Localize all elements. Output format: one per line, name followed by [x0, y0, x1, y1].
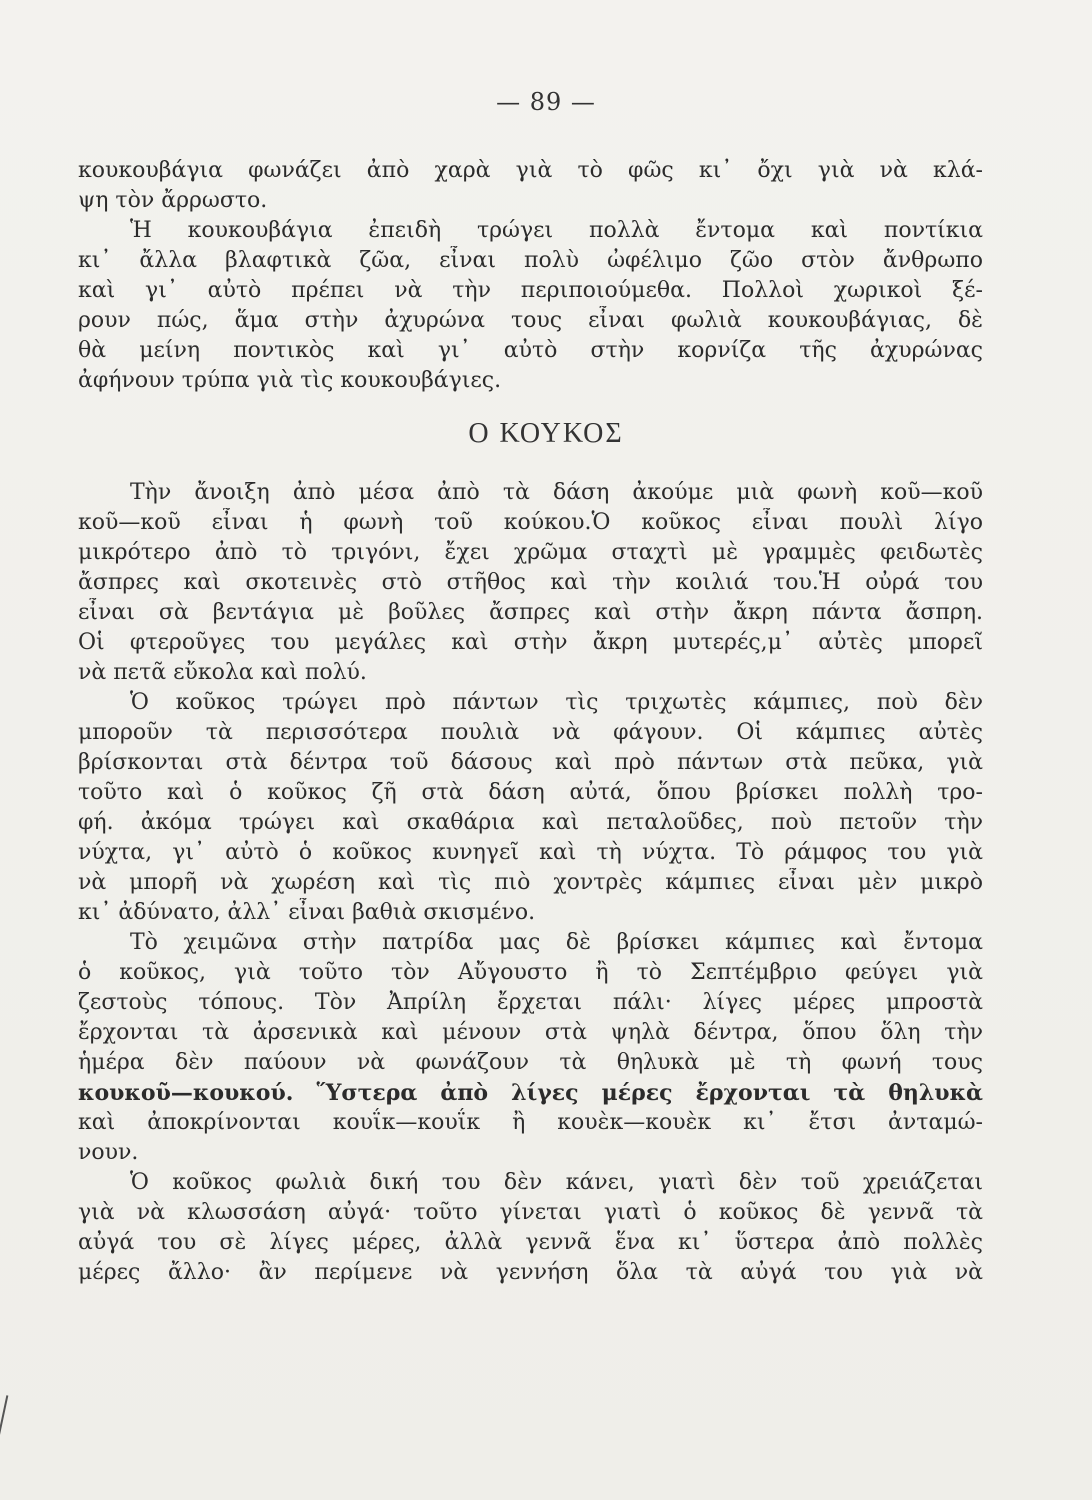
- text-line: Ἡ κουκουβάγια ἐπειδὴ τρώγει πολλὰ ἔντομα καὶ ποντίκια: [130, 218, 983, 243]
- text-line: Ὁ κοῦκος τρώγει πρὸ πάντων τὶς τριχωτὲς κάμπιες, ποὺ δὲν: [130, 690, 983, 715]
- text-line: ἄσπρες καὶ σκοτεινὲς στὸ στῆθος καὶ τὴν κοιλιά του.Ἡ οὐρά του: [78, 570, 983, 595]
- text-line: κουκοῦ—κουκού. Ὕστερα ἀπὸ λίγες μέρες ἔρχονται τὰ θηλυκὰ: [78, 1080, 983, 1106]
- text-line: μποροῦν τὰ περισσότερα πουλιὰ νὰ φάγουν. Οἱ κάμπιες αὐτὲς: [78, 720, 983, 745]
- text-line: φή. ἀκόμα τρώγει καὶ σκαθάρια καὶ πεταλοῦδες, ποὺ πετοῦν τὴν: [78, 810, 983, 835]
- text-line: νὰ πετᾶ εὔκολα καὶ πολύ.: [78, 660, 367, 685]
- text-line: ἡμέρα δὲν παύουν νὰ φωνάζουν τὰ θηλυκὰ μὲ τὴ φωνή τους: [78, 1050, 983, 1075]
- margin-mark: [0, 1395, 8, 1436]
- text-line: Τὴν ἄνοιξη ἀπὸ μέσα ἀπὸ τὰ δάση ἀκούμε μιὰ φωνὴ κοῦ—κοῦ: [130, 480, 983, 505]
- text-line: ἀφήνουν τρύπα γιὰ τὶς κουκουβάγιες.: [78, 368, 502, 393]
- section-heading: Ο ΚΟΥΚΟΣ: [468, 418, 624, 449]
- text-line: καὶ γι᾿ αὐτὸ πρέπει νὰ τὴν περιποιούμεθα. Πολλοὶ χωρικοὶ ξέ-: [78, 278, 983, 303]
- text-line: μικρότερο ἀπὸ τὸ τριγόνι, ἔχει χρῶμα σταχτὶ μὲ γραμμὲς φειδωτὲς: [78, 540, 983, 565]
- text-line: ρουν πώς, ἅμα στὴν ἀχυρώνα τους εἶναι φωλιὰ κουκουβάγιας, δὲ: [78, 308, 983, 333]
- text-line: ζεστοὺς τόπους. Τὸν Ἀπρίλη ἔρχεται πάλι· λίγες μέρες μπροστὰ: [78, 990, 983, 1015]
- text-line: νύχτα, γι᾿ αὐτὸ ὁ κοῦκος κυνηγεῖ καὶ τὴ νύχτα. Τὸ ράμφος του γιὰ: [78, 840, 983, 865]
- text-line: κουκουβάγια φωνάζει ἀπὸ χαρὰ γιὰ τὸ φῶς κι᾿ ὄχι γιὰ νὰ κλά-: [78, 158, 983, 183]
- text-line: κι᾿ ἀδύνατο, ἀλλ᾿ εἶναι βαθιὰ σκισμένο.: [78, 900, 536, 925]
- text-line: καὶ ἀποκρίνονται κουΐκ—κουΐκ ἢ κουὲκ—κουὲκ κι᾿ ἔτσι ἀνταμώ-: [78, 1110, 983, 1135]
- text-line: θὰ μείνη ποντικὸς καὶ γι᾿ αὐτὸ στὴν κορνίζα τῆς ἀχυρώνας: [78, 338, 983, 363]
- text-line: εἶναι σὰ βεντάγια μὲ βοῦλες ἄσπρες καὶ στὴν ἄκρη πάντα ἄσπρη.: [78, 600, 983, 625]
- text-line: αὐγά του σὲ λίγες μέρες, ἀλλὰ γεννᾶ ἕνα κι᾿ ὕστερα ἀπὸ πολλὲς: [78, 1230, 983, 1255]
- text-line: Ὁ κοῦκος φωλιὰ δική του δὲν κάνει, γιατὶ δὲν τοῦ χρειάζεται: [130, 1170, 983, 1195]
- text-line: νὰ μπορῆ νὰ χωρέση καὶ τὶς πιὸ χοντρὲς κάμπιες εἶναι μὲν μικρὸ: [78, 870, 983, 895]
- text-line: κοῦ—κοῦ εἶναι ἡ φωνὴ τοῦ κούκου.Ὁ κοῦκος εἶναι πουλὶ λίγο: [78, 510, 983, 535]
- text-line: κι᾿ ἄλλα βλαφτικὰ ζῶα, εἶναι πολὺ ὠφέλιμο ζῶο στὸν ἄνθρωπο: [78, 248, 983, 273]
- text-line: τοῦτο καὶ ὁ κοῦκος ζῆ στὰ δάση αὐτά, ὅπου βρίσκει πολλὴ τρο-: [78, 780, 983, 805]
- text-line: νουν.: [78, 1140, 139, 1165]
- text-line: ἔρχονται τὰ ἀρσενικὰ καὶ μένουν στὰ ψηλὰ δέντρα, ὅπου ὅλη τὴν: [78, 1020, 983, 1045]
- text-block-main: [78, 478, 983, 1288]
- text-block-top: [78, 156, 983, 396]
- text-line: ψη τὸν ἄρρωστο.: [78, 188, 268, 213]
- text-line: ὁ κοῦκος, γιὰ τοῦτο τὸν Αὔγουστο ἢ τὸ Σεπτέμβριο φεύγει γιὰ: [78, 960, 983, 985]
- text-line: μέρες ἄλλο· ἂν περίμενε νὰ γεννήση ὅλα τὰ αὐγά του γιὰ νὰ: [78, 1260, 983, 1285]
- text-line: Τὸ χειμῶνα στὴν πατρίδα μας δὲ βρίσκει κάμπιες καὶ ἔντομα: [130, 930, 983, 955]
- page-number: — 89 —: [496, 88, 596, 116]
- text-line: βρίσκονται στὰ δέντρα τοῦ δάσους καὶ πρὸ πάντων στὰ πεῦκα, γιὰ: [78, 750, 983, 775]
- text-line: γιὰ νὰ κλωσσάση αὐγά· τοῦτο γίνεται γιατὶ ὁ κοῦκος δὲ γεννᾶ τὰ: [78, 1200, 983, 1225]
- text-line: Οἱ φτεροῦγες του μεγάλες καὶ στὴν ἄκρη μυτερές,μ᾿ αὐτὲς μπορεῖ: [78, 630, 983, 655]
